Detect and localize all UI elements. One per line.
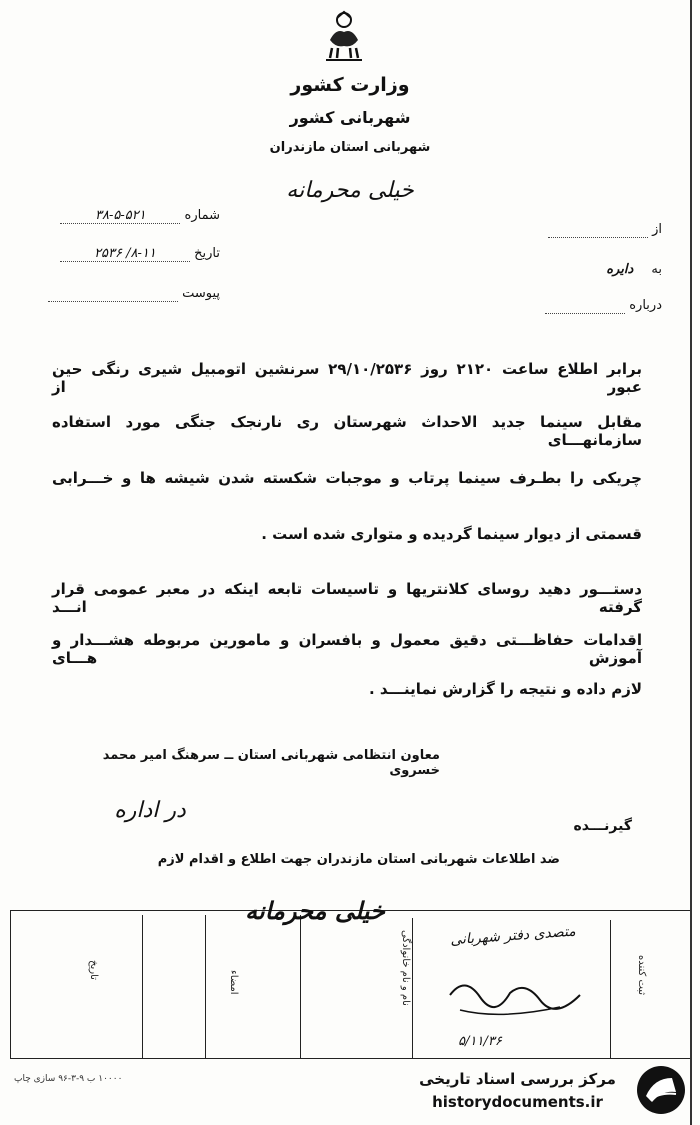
classification-handwritten: خیلی محرمانه (286, 178, 414, 203)
ministry-title: وزارت کشور (290, 74, 410, 96)
form-col-name: نام و نام خانوادگی (400, 930, 411, 1006)
handwritten-footer-date: ۵/۱۱/۳۶ (458, 1034, 502, 1049)
form-col-initials: امضاء (228, 970, 239, 995)
signature-line: معاون انتظامی شهربانی استان ــ سرهنگ امیر محمد خسروی (102, 748, 440, 778)
print-code: ۱۰۰۰۰ ب ۹-۳-۹۶ سازی چاپ (14, 1074, 123, 1084)
attachment-field (30, 286, 220, 302)
body-line-5: دستـــور دهید روسای کلانتریها و تاسیسات تابعه اینکه در معبر عمومی قرار گرفته انـــد (52, 580, 642, 616)
from-field (542, 262, 662, 277)
recipient-line: ضد اطلاعات شهربانی استان مازندران جهت اطلاع و اقدام لازم (157, 852, 560, 867)
scan-edge-line (690, 0, 692, 1125)
body-line-6: اقدامات حفاظـــتی دقیق معمول و بافسران و مامورین مربوطه هشـــدار و آموزش هـــای (52, 631, 642, 667)
lion-and-sun-emblem (322, 10, 366, 62)
body-line-7: لازم داده و نتیجه را گزارش نماینـــد . (369, 680, 642, 698)
date-value: ۸-۱۱/ ۲۵۳۶ (60, 246, 190, 262)
date-label: تاریخ (194, 246, 220, 261)
date-field (30, 246, 220, 262)
attachment-label: پیوست (182, 286, 220, 301)
to-field (542, 222, 662, 238)
from-label: به (651, 262, 662, 277)
body-line-1: برابر اطلاع ساعت ۲۱۲۰ روز ۲۹/۱۰/۲۵۳۶ سرنشین اتومبیل شیری رنگی حین عبور از (52, 360, 642, 396)
form-left-border (10, 910, 11, 1058)
body-line-3: چریکی را بطـرف سینما پرتاب و موجبات شکسته شدن شیشه ها و خـــرابی (52, 469, 642, 487)
form-col-date: تاریخ (88, 960, 99, 980)
number-field (30, 208, 220, 224)
handwritten-office-note: متصدی دفتر شهربانی (449, 923, 577, 949)
number-value: ۳۸-۵-۵۲۱ (60, 208, 180, 224)
form-divider-3 (300, 915, 301, 1058)
archive-logo-icon (632, 1064, 690, 1116)
form-bottom-border (10, 1058, 690, 1059)
subject-label: درباره (629, 298, 662, 313)
province-police-title: شهربانی استان مازندران (269, 140, 431, 155)
police-title: شهربانی کشور (289, 108, 411, 127)
footer-classification-stamp: خیلی محرمانه (245, 896, 385, 925)
office-value: دایره (606, 262, 634, 277)
form-divider-2 (205, 915, 206, 1058)
body-line-2: مقابل سینما جدید الاحداث شهرستان ری نارنجک جنگی مورد استفاده سازمانهـــای (52, 413, 642, 449)
watermark-url: historydocuments.ir (432, 1093, 603, 1111)
form-divider-5 (610, 920, 611, 1058)
watermark-title: مرکز بررسی اسناد تاریخی (419, 1070, 616, 1088)
form-divider-4 (412, 918, 413, 1058)
to-label: از (652, 222, 662, 237)
subject-field (542, 298, 662, 314)
form-col-receiver: ثبت کننده (636, 955, 647, 996)
handwritten-signature: در اداره (114, 798, 186, 823)
recipient-label: گیرنـــده (573, 818, 632, 834)
form-divider-1 (142, 915, 143, 1058)
number-label: شماره (184, 208, 220, 223)
body-line-4: قسمتی از دیوار سینما گردیده و متواری شده است . (261, 525, 642, 543)
handwritten-scribble (440, 965, 590, 1025)
